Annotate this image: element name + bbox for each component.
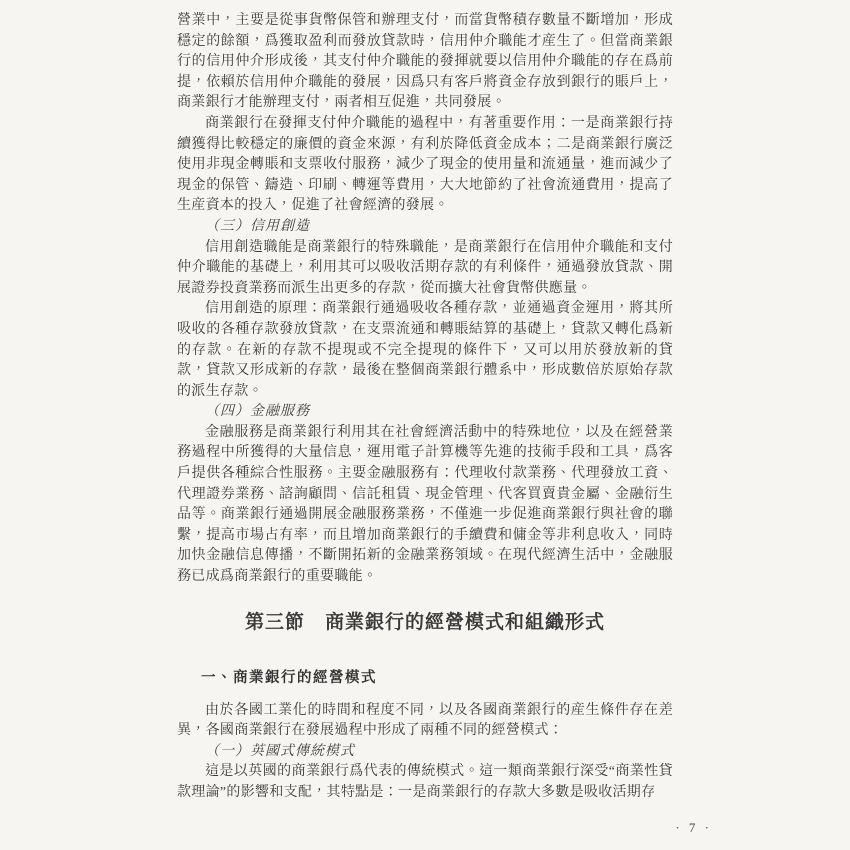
paragraph: 商業銀行在發揮支付仲介職能的過程中，有著重要作用：一是商業銀行持續獲得比較穩定的廉價的資金來源，有利於降低資金成本；二是商業銀行廣泛使用非現金轉賬和支票收付服務，減少了現金的使用量和流通量，進而減少了現金的保管、鑄造、印刷、轉運等費用，大大地節約了社會流通費用，提高了生産資本的投入，促進了社會經濟的發展。 (177, 115, 673, 214)
paragraph: 信用創造的原理：商業銀行通過吸收各種存款，並通過資金運用，將其所吸收的各種存款發放貸款，在支票流通和轉賬結算的基礎上，貸款又轉化爲新的存款。在新的存款不提現或不完全提現的條件下，又可以用於發放新的貸款，貸款又形成新的存款，最後在整個商業銀行體系中，形成數倍於原始存款的派生存款。 (177, 301, 673, 399)
item-heading-british-model: （一）英國式傳統模式 (205, 743, 355, 759)
subsection-title: 一、商業銀行的經營模式 (201, 669, 377, 686)
page-number: · 7 · (675, 820, 712, 835)
paragraph: 金融服務是商業銀行利用其在社會經濟活動中的特殊地位，以及在經營業務過程中所獲得的大量信息，運用電子計算機等先進的技術手段和工具，爲客戶提供各種綜合性服務。主要金融服務有：代理收付款業務、代理發放工資、代理證券業務、諮詢顧問、信託租賃、現金管理、代客買賣貴金屬、金融衍生品等。商業銀行通過開展金融服務業務，不僅進一步促進商業銀行與社會的聯繫，提高市場占有率，而且增加商業銀行的手續費和傭金等非利息收入，同時加快金融信息傳播，不斷開拓新的金融業務領域。在現代經濟生活中，金融服務已成爲商業銀行的重要職能。 (177, 424, 673, 585)
paragraph: 這是以英國的商業銀行爲代表的傳統模式。這一類商業銀行深受“商業性貸款理論”的影響和支配，其特點是：一是商業銀行的存款大多數是吸收活期存 (177, 764, 673, 800)
paragraph-continuation: 營業中，主要是從事貨幣保管和辦理支付，而當貨幣積存數量不斷增加，形成穩定的餘額，爲獲取盈利而發放貸款時，信用仲介職能才産生了。但當商業銀行的信用仲介形成後，其支付仲介職能的發揮就要以信用仲介職能的存在爲前提，依賴於信用仲介職能的發展，因爲只有客戶將資金存放到銀行的賬戶上，商業銀行才能辦理支付，兩者相互促進，共同發展。 (177, 13, 673, 111)
section-title: 第三節 商業銀行的經營模式和組織形式 (244, 611, 605, 633)
item-heading-financial-services: （四）金融服務 (205, 404, 310, 420)
page-content (177, 11, 673, 804)
paragraph: 信用創造職能是商業銀行的特殊職能，是商業銀行在信用仲介職能和支付仲介職能的基礎上，利用其可以吸收活期存款的有利條件，通過發放貸款、開展證券投資業務而派生出更多的存款，從而擴大社會貨幣供應量。 (177, 239, 673, 296)
paragraph: 由於各國工業化的時間和程度不同，以及各國商業銀行的産生條件存在差異，各國商業銀行在發展過程中形成了兩種不同的經營模式： (177, 702, 673, 739)
item-heading-credit-creation: （三）信用創造 (205, 218, 310, 234)
